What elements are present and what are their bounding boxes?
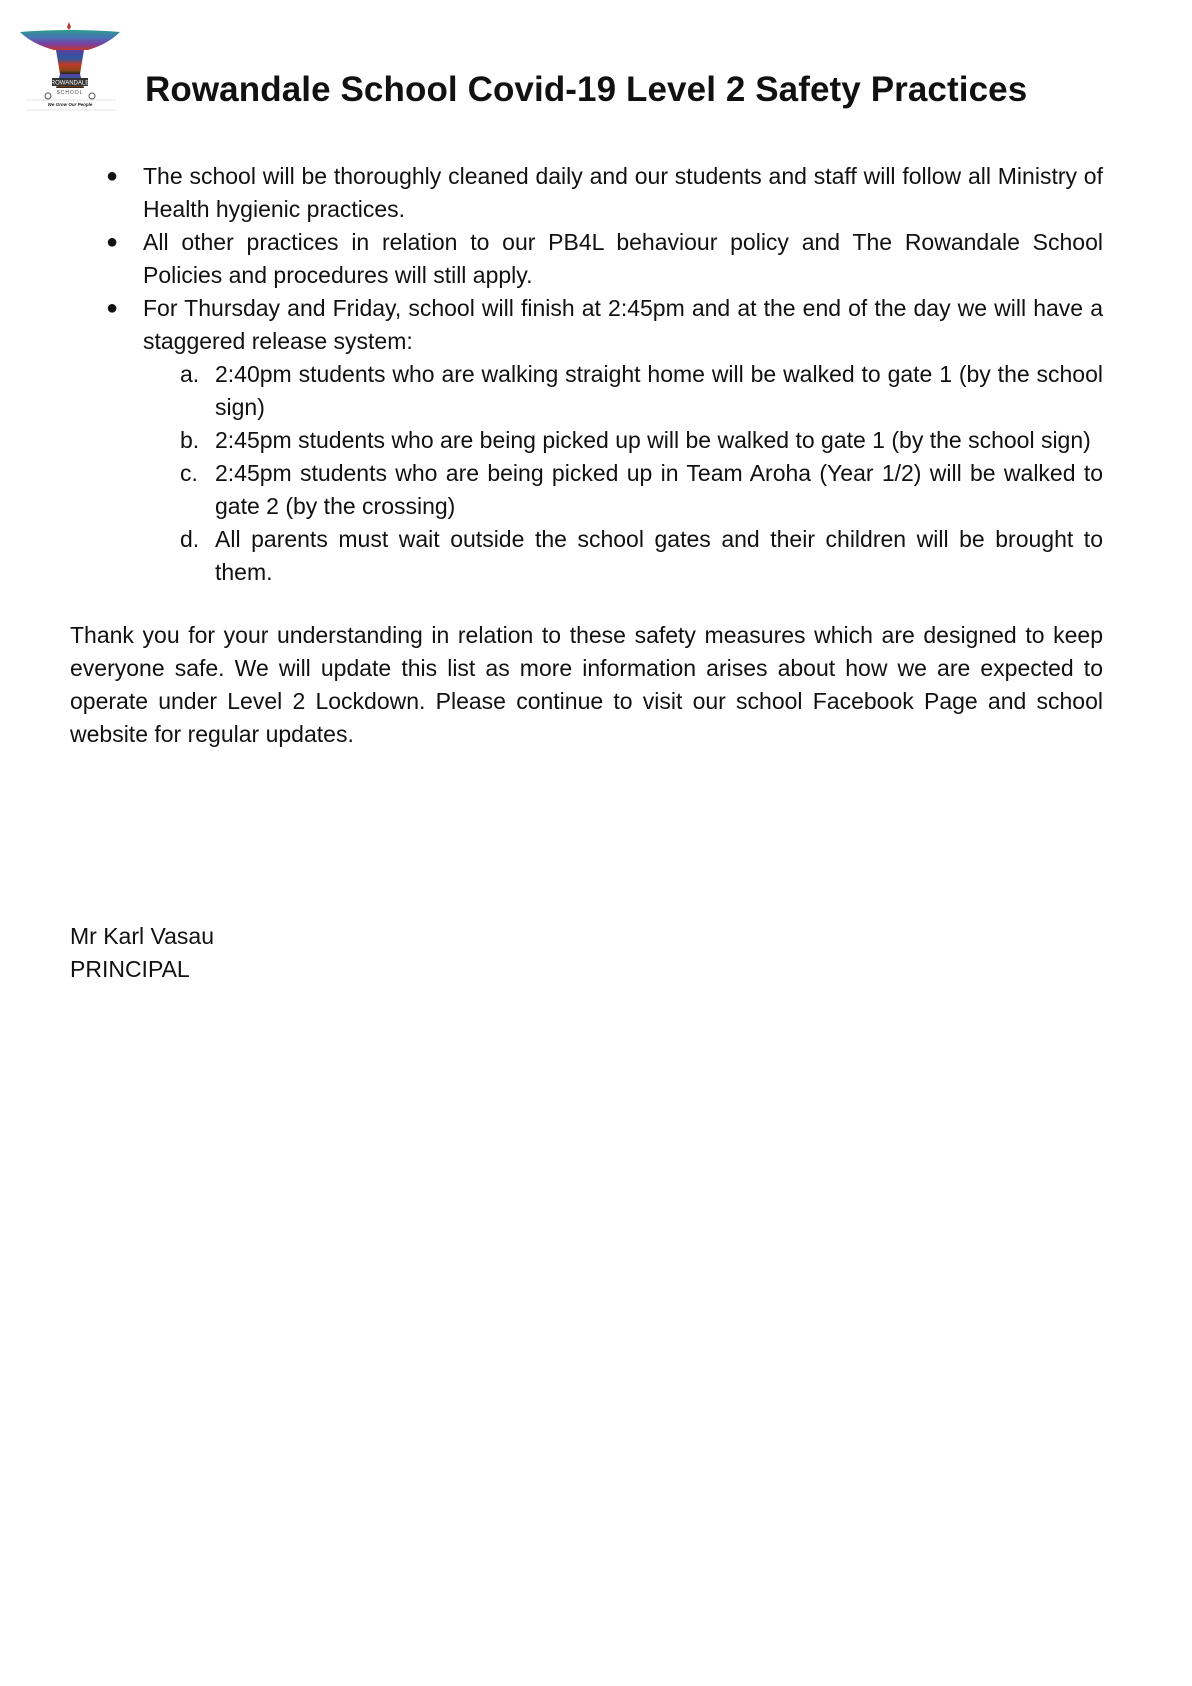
closing-paragraph: Thank you for your understanding in relation to these safety measures which are designed to keep everyone safe. We will update this list as more information arises about how we are expected to operate under Level 2 Lockdown. Please continue to visit our school Facebook Page and school website for regular updates. <box>70 622 1103 747</box>
sub-list-item <box>70 424 1103 457</box>
sub-item-text: 2:40pm students who are walking straight home will be walked to gate 1 (by the school sign) <box>215 361 1103 420</box>
sub-item-letter: c. <box>180 460 198 486</box>
bullet-icon: ● <box>106 297 119 319</box>
school-logo <box>18 18 124 124</box>
document-body <box>70 160 1103 774</box>
bullet-icon: ● <box>106 165 119 187</box>
list-item-text: For Thursday and Friday, school will finish at 2:45pm and at the end of the day we will have a staggered release system: <box>143 295 1103 354</box>
svg-text:ROWANDALE: ROWANDALE <box>50 80 90 87</box>
safety-practices-list <box>70 160 1103 589</box>
sub-list-item <box>70 358 1103 424</box>
signature-block <box>70 920 214 986</box>
svg-text:SCHOOL: SCHOOL <box>56 90 84 96</box>
sub-list-item <box>70 523 1103 589</box>
sub-item-text: 2:45pm students who are being picked up will be walked to gate 1 (by the school sign) <box>215 427 1091 453</box>
list-item-text: The school will be thoroughly cleaned daily and our students and staff will follow all Ministry of Health hygienic practices. <box>143 163 1103 222</box>
sub-item-letter: b. <box>180 427 200 453</box>
list-item <box>70 160 1103 226</box>
school-logo-icon <box>18 18 124 124</box>
sub-item-text: 2:45pm students who are being picked up in Team Aroha (Year 1/2) will be walked to gate 2 (by the crossing) <box>215 460 1103 519</box>
signatory-name: Mr Karl Vasau <box>70 923 215 949</box>
sub-list-item <box>70 457 1103 523</box>
svg-text:We Grow Our People: We Grow Our People <box>47 102 93 107</box>
sub-item-letter: a. <box>180 361 200 387</box>
list-item-text: All other practices in relation to our PB4L behaviour policy and The Rowandale School Policies and procedures will still apply. <box>143 229 1103 288</box>
sub-item-text: All parents must wait outside the school gates and their children will be brought to them. <box>215 526 1103 585</box>
page-title: Rowandale School Covid-19 Level 2 Safety Practices <box>145 70 1028 109</box>
bullet-icon: ● <box>106 231 119 253</box>
signatory-role: PRINCIPAL <box>70 956 190 982</box>
release-schedule-list <box>143 358 1103 589</box>
list-item <box>70 226 1103 292</box>
list-item <box>70 292 1103 589</box>
sub-item-letter: d. <box>180 526 200 552</box>
